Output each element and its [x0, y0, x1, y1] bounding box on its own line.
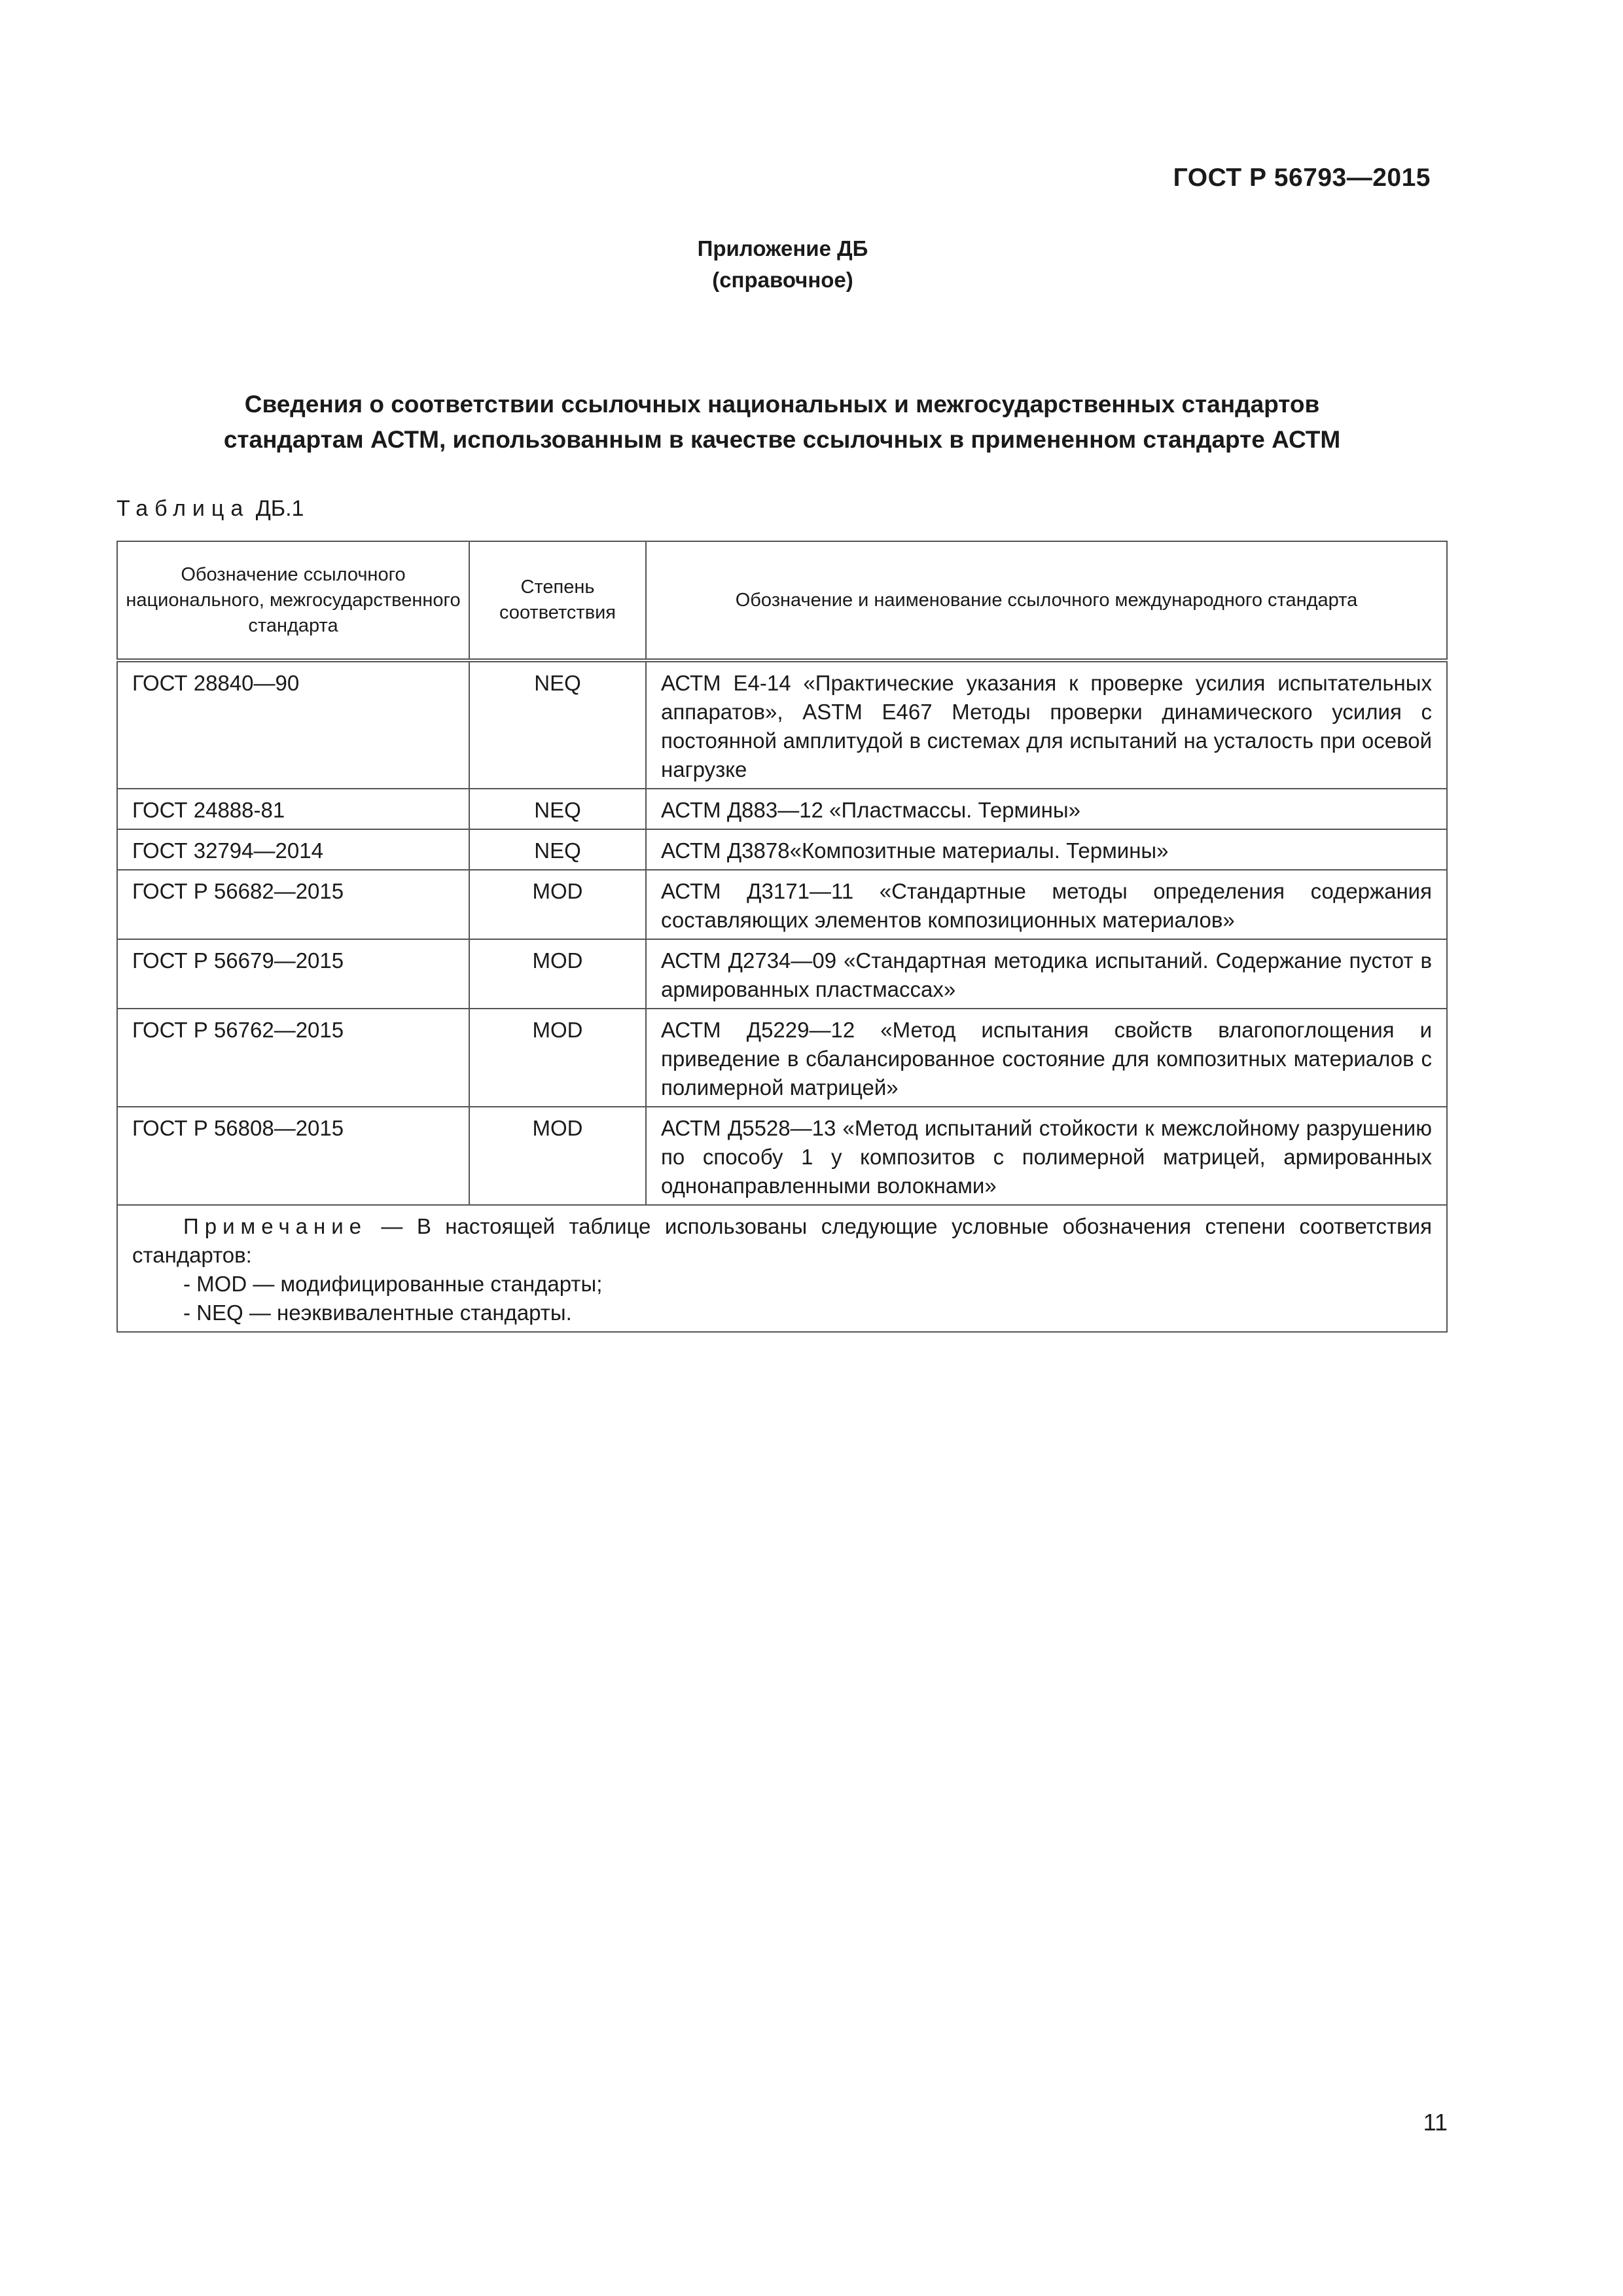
national-standard-cell: ГОСТ Р 56808—2015 — [117, 1107, 469, 1205]
table-header-row — [117, 541, 1447, 660]
degree-cell: MOD — [469, 939, 646, 1009]
international-standard-cell: АСТМ Д883—12 «Пластмассы. Термины» — [646, 789, 1447, 829]
international-standard-cell: АСТМ Д3171—11 «Стандартные методы определения содержания составляющих элементов композиционных материалов» — [646, 870, 1447, 939]
national-standard-cell: ГОСТ 24888-81 — [117, 789, 469, 829]
note-intro — [132, 1212, 1432, 1270]
appendix-subtitle: (справочное) — [712, 268, 853, 292]
appendix-title: Приложение ДБ — [697, 236, 868, 260]
section-heading-line-2: стандартам АСТМ, использованным в качестве ссылочных в примененном стандарте АСТМ — [223, 426, 1341, 453]
table-row — [117, 660, 1447, 789]
table-row — [117, 870, 1447, 939]
correspondence-table — [116, 541, 1448, 1333]
table-label-number: ДБ.1 — [255, 496, 304, 521]
header-international-standard: Обозначение и наименование ссылочного международного стандарта — [646, 541, 1447, 660]
note-text: — В настоящей таблице использованы следующие условные обозначения степени соответствия стандартов: — [132, 1214, 1432, 1267]
degree-cell: NEQ — [469, 829, 646, 870]
national-standard-cell: ГОСТ Р 56682—2015 — [117, 870, 469, 939]
document-code: ГОСТ Р 56793—2015 — [1173, 164, 1431, 192]
header-degree-of-correspondence: Степень соответствия — [469, 541, 646, 660]
international-standard-cell: АСТМ Д5229—12 «Метод испытания свойств влагопоглощения и приведение в сбалансированное состояние для композитных материалов с полимерной матрицей» — [646, 1009, 1447, 1107]
table-note — [117, 1205, 1447, 1332]
national-standard-cell: ГОСТ 28840—90 — [117, 660, 469, 789]
international-standard-cell: АСТМ Е4-14 «Практические указания к проверке усилия испытательных аппаратов», ASTM E467 Методы проверки динамического усилия с постоянной амплитудой в системах для испытаний на усталость при осевой нагрузке — [646, 660, 1447, 789]
international-standard-cell: АСТМ Д5528—13 «Метод испытаний стойкости к межслойному разрушению по способу 1 у композитов с полимерной матрицей, армированных однонаправленными волокнами» — [646, 1107, 1447, 1205]
degree-cell: NEQ — [469, 660, 646, 789]
section-heading-line-1: Сведения о соответствии ссылочных национальных и межгосударственных стандартов — [244, 391, 1320, 418]
table-label — [116, 496, 304, 522]
table-note-row — [117, 1205, 1447, 1332]
note-item-neq: - NEQ — неэквивалентные стандарты. — [183, 1300, 572, 1325]
table-row — [117, 829, 1447, 870]
degree-cell: MOD — [469, 1009, 646, 1107]
international-standard-cell: АСТМ Д2734—09 «Стандартная методика испытаний. Содержание пустот в армированных пластмассах» — [646, 939, 1447, 1009]
degree-cell: MOD — [469, 1107, 646, 1205]
table-row — [117, 939, 1447, 1009]
table-label-prefix: Таблица — [116, 496, 250, 521]
page-number: 11 — [1423, 2109, 1448, 2136]
table-row — [117, 1107, 1447, 1205]
degree-cell: MOD — [469, 870, 646, 939]
national-standard-cell: ГОСТ Р 56762—2015 — [117, 1009, 469, 1107]
national-standard-cell: ГОСТ 32794—2014 — [117, 829, 469, 870]
table-row — [117, 789, 1447, 829]
international-standard-cell: АСТМ Д3878«Композитные материалы. Термины» — [646, 829, 1447, 870]
national-standard-cell: ГОСТ Р 56679—2015 — [117, 939, 469, 1009]
header-national-standard: Обозначение ссылочного национального, межгосударственного стандарта — [117, 541, 469, 660]
note-prefix: Примечание — [183, 1214, 368, 1238]
degree-cell: NEQ — [469, 789, 646, 829]
note-item-mod: - MOD — модифицированные стандарты; — [183, 1272, 603, 1296]
table-row — [117, 1009, 1447, 1107]
